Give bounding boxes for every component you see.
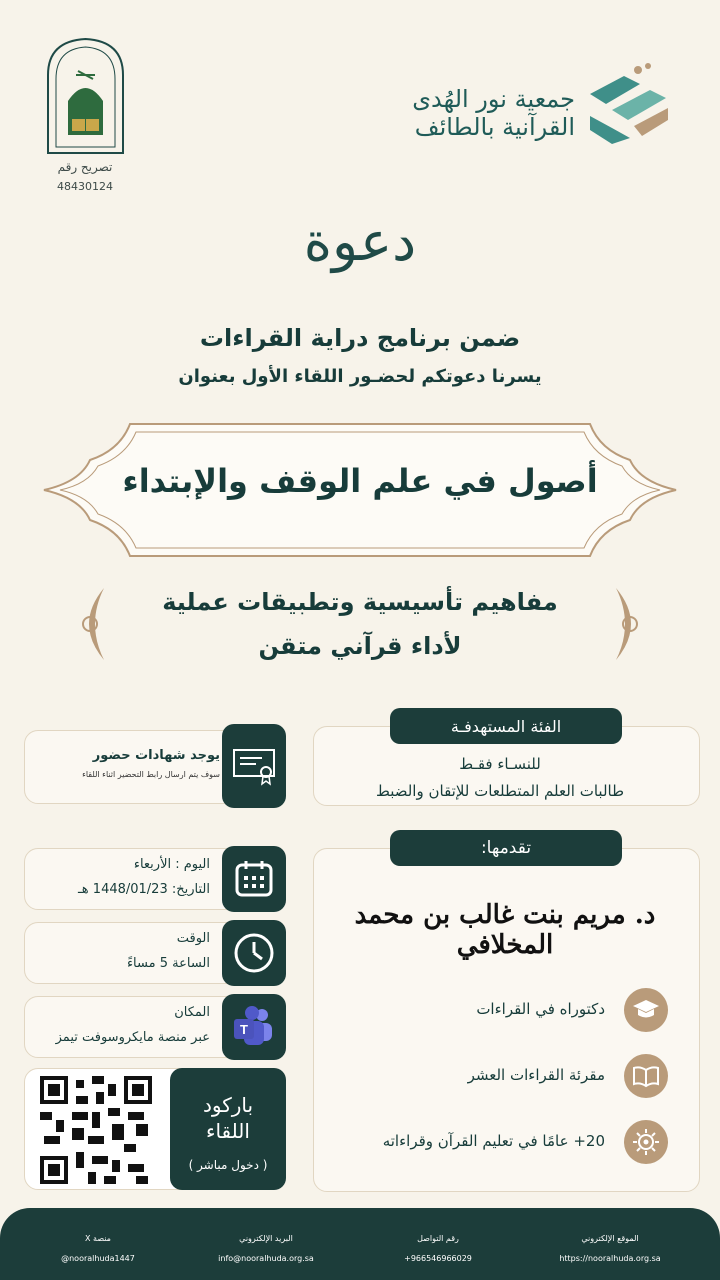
footer-x-link[interactable]: @nooralhuda1447: [61, 1254, 135, 1263]
association-name-line2: القرآنية بالطائف: [414, 113, 575, 141]
program-line: ضمن برنامج دراية القراءات: [199, 324, 521, 352]
presenter-name: د. مريم بنت غالب بن محمد المخلافي: [354, 900, 656, 960]
presenter-heading: تقدمها:: [390, 830, 622, 866]
ministry-seal-logo: [38, 35, 133, 155]
association-name-line1: جمعية نور الهُدى: [412, 85, 575, 113]
certificate-title: يوجد شهادات حضور: [92, 748, 220, 763]
footer-email-label: البريد الإلكتروني: [239, 1234, 293, 1243]
svg-text:T: T: [240, 1022, 248, 1037]
footer-email-link[interactable]: info@nooralhuda.org.sa: [218, 1254, 314, 1263]
qr-subtitle: ( دخول مباشر ): [188, 1158, 268, 1172]
credential-3: 20+ عامًا في تعليم القرآن وقراءاته: [382, 1132, 605, 1150]
qr-title: [170, 1092, 286, 1144]
target-audience-line1: للنسـاء فقـط: [459, 755, 541, 773]
lecture-subtitle-line1: مفاهيم تأسيسية وتطبيقات عملية: [162, 588, 558, 616]
credential-2: مقرئة القراءات العشر: [467, 1066, 605, 1084]
invite-line: يسرنا دعوتكم لحضـور اللقاء الأول بعنوان: [178, 366, 542, 387]
ornament-crescent-right: [600, 584, 650, 664]
footer-phone-link[interactable]: +966546966029: [404, 1254, 472, 1263]
footer-website-link[interactable]: https://nooralhuda.org.sa: [559, 1254, 661, 1263]
association-name: [295, 85, 575, 141]
license-label: تصريح رقم: [57, 160, 113, 174]
footer-x-label: منصة X: [85, 1234, 111, 1243]
event-day: اليوم : الأربعاء: [133, 857, 210, 872]
certificate-icon: [222, 724, 286, 808]
clock-icon: [222, 920, 286, 986]
microsoft-teams-icon: [222, 994, 286, 1060]
target-audience-heading: الفئة المستهدفـة: [390, 708, 622, 744]
graduation-cap-icon: [624, 988, 668, 1032]
certificate-card: [24, 730, 249, 804]
meeting-qr-code[interactable]: [40, 1076, 152, 1184]
time-value: الساعة 5 مساءً: [126, 956, 210, 971]
calendar-icon: [222, 846, 286, 912]
footer: [0, 1208, 720, 1280]
place-value: عبر منصة مايكروسوفت تيمز: [55, 1030, 210, 1045]
lecture-subtitle-line2: لأداء قرآني متقن: [258, 632, 462, 660]
target-audience-line2: طالبات العلم المتطلعات للإتقان والضبط: [375, 782, 625, 800]
qr-title-line2: اللقاء: [206, 1119, 250, 1143]
quran-book-icon: [624, 1054, 668, 1098]
qr-title-line1: باركود: [202, 1093, 254, 1117]
time-label: الوقت: [176, 931, 210, 946]
footer-website-label: الموقع الإلكتروني: [581, 1234, 639, 1243]
certificate-note: سوف يتم ارسال رابط التحضير اثناء اللقاء: [82, 770, 220, 779]
license-number: 48430124: [57, 180, 113, 193]
invitation-title: دعوة: [303, 210, 417, 273]
ornament-crescent-left: [70, 584, 120, 664]
award-medal-icon: [624, 1120, 668, 1164]
credential-1: دكتوراه في القراءات: [476, 1000, 605, 1018]
association-logo: [582, 60, 677, 145]
lecture-title: أصول في علم الوقف والإبتداء: [122, 462, 598, 500]
event-date: التاريخ: 1448/01/23 هـ: [78, 882, 210, 897]
footer-phone-label: رقم التواصل: [417, 1234, 459, 1243]
place-label: المكان: [174, 1005, 210, 1020]
